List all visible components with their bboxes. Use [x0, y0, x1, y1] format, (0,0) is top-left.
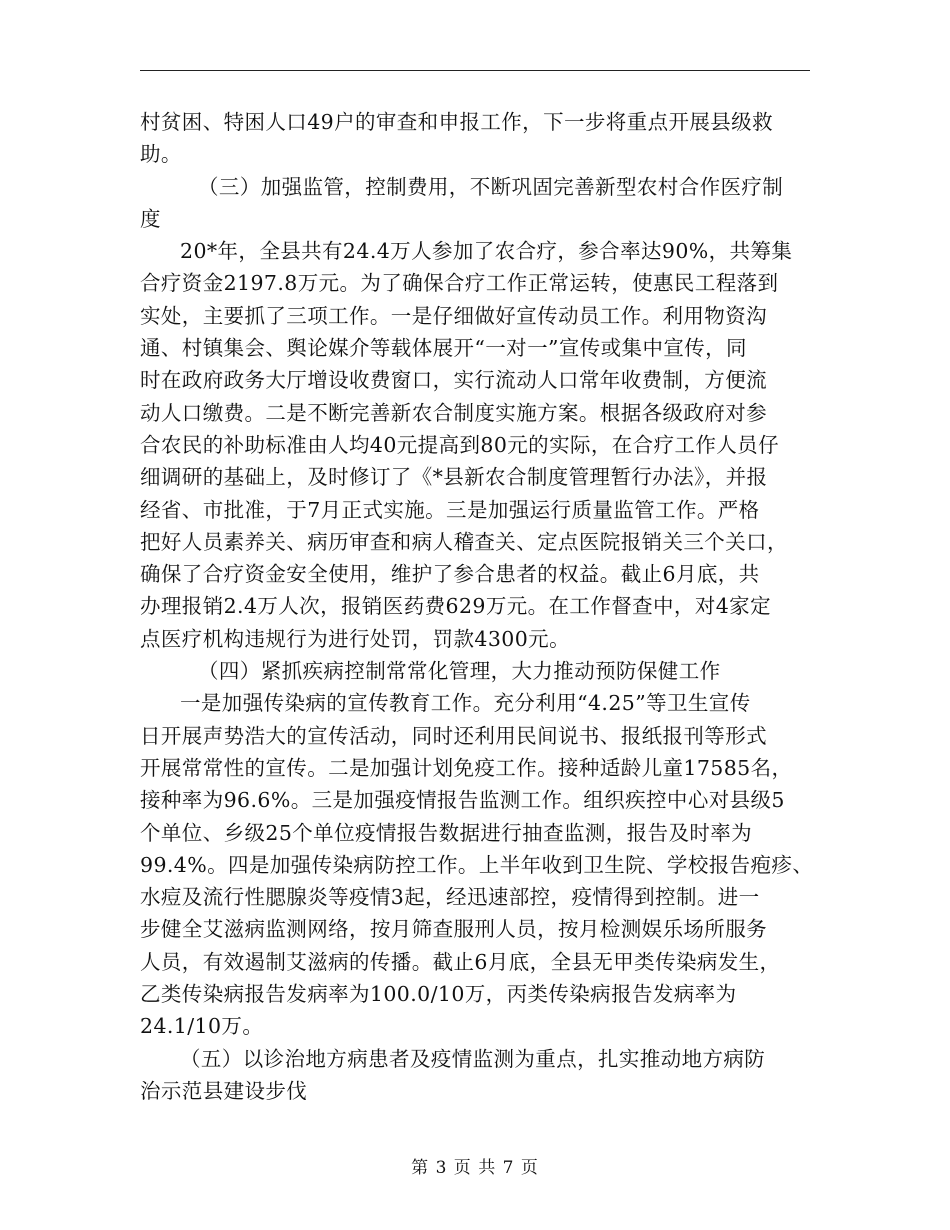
paragraph-line: 细调研的基础上，及时修订了《*县新农合制度管理暂行办法》，并报	[140, 465, 768, 490]
paragraph-line: 确保了合疗资金安全使用，维护了参合患者的权益。截止6月底，共	[140, 562, 760, 587]
header-rule	[140, 70, 810, 71]
paragraph-line: 一是加强传染病的宣传教育工作。充分利用“4.25”等卫生宣传	[180, 691, 751, 716]
paragraph-line: 开展常常性的宣传。二是加强计划免疫工作。接种适龄儿童17585名，	[140, 755, 793, 780]
section-heading: （三）加强监管，控制费用，不断巩固完善新型农村合作医疗制	[198, 174, 784, 199]
body-line: 村贫困、特困人口49户的审查和申报工作，下一步将重点开展县级救	[140, 110, 773, 134]
paragraph-line: 接种率为96.6%。三是加强疫情报告监测工作。组织疾控中心对县级5	[140, 788, 785, 813]
paragraph-line: 合疗资金2197.8万元。为了确保合疗工作正常运转，使惠民工程落到	[140, 271, 779, 296]
section-heading: （五）以诊治地方病患者及疫情监测为重点，扎实推动地方病防	[180, 1046, 766, 1071]
paragraph-line: 时在政府政务大厅增设收费窗口，实行流动人口常年收费制，方便流	[140, 368, 767, 393]
paragraph-line: 合农民的补助标准由人均40元提高到80元的实际，在合疗工作人员仔	[140, 432, 779, 457]
paragraph-line: 经省、市批准，于7月正式实施。三是加强运行质量监管工作。严格	[140, 497, 760, 522]
section-heading: 度	[140, 206, 161, 231]
paragraph-line: 点医疗机构违规行为进行处罚，罚款4300元。	[140, 626, 570, 651]
body-line: 助。	[140, 142, 182, 167]
paragraph-line: 20*年，全县共有24.4万人参加了农合疗，参合率达90%，共筹集	[180, 239, 793, 264]
paragraph-line: 99.4%。四是加强传染病防控工作。上半年收到卫生院、学校报告疱疹、	[140, 852, 814, 877]
paragraph-line: 通、村镇集会、舆论媒介等载体展开“一对一”宣传或集中宣传，同	[140, 336, 747, 361]
paragraph-line: 日开展声势浩大的宣传活动，同时还利用民间说书、报纸报刊等形式	[140, 723, 767, 748]
paragraph-line: 水痘及流行性腮腺炎等疫情3起，经迅速部控，疫情得到控制。进一	[140, 885, 760, 910]
paragraph-line: 个单位、乡级25个单位疫情报告数据进行抽查监测，报告及时率为	[140, 820, 753, 845]
paragraph-line: 人员，有效遏制艾滋病的传播。截止6月底，全县无甲类传染病发生，	[140, 949, 781, 974]
paragraph-line: 步健全艾滋病监测网络，按月筛查服刑人员，按月检测娱乐场所服务	[140, 917, 767, 942]
paragraph-line: 动人口缴费。二是不断完善新农合制度实施方案。根据各级政府对参	[140, 400, 767, 425]
section-heading: 治示范县建设步伐	[140, 1078, 308, 1103]
document-body	[140, 106, 820, 1107]
section-heading: （四）紧抓疾病控制常常化管理，大力推动预防保健工作	[198, 659, 721, 684]
paragraph-line: 实处，主要抓了三项工作。一是仔细做好宣传动员工作。利用物资沟	[140, 303, 767, 328]
paragraph-line: 把好人员素养关、病历审查和病人稽查关、定点医院报销关三个关口，	[140, 529, 788, 554]
paragraph-line: 办理报销2.4万人次，报销医药费629万元。在工作督查中，对4家定	[140, 594, 771, 619]
paragraph-line: 24.1/10万。	[140, 1014, 264, 1039]
paragraph-line: 乙类传染病报告发病率为100.0/10万，丙类传染病报告发病率为	[140, 982, 737, 1007]
page-number: 第 3 页 共 7 页	[411, 1158, 539, 1178]
